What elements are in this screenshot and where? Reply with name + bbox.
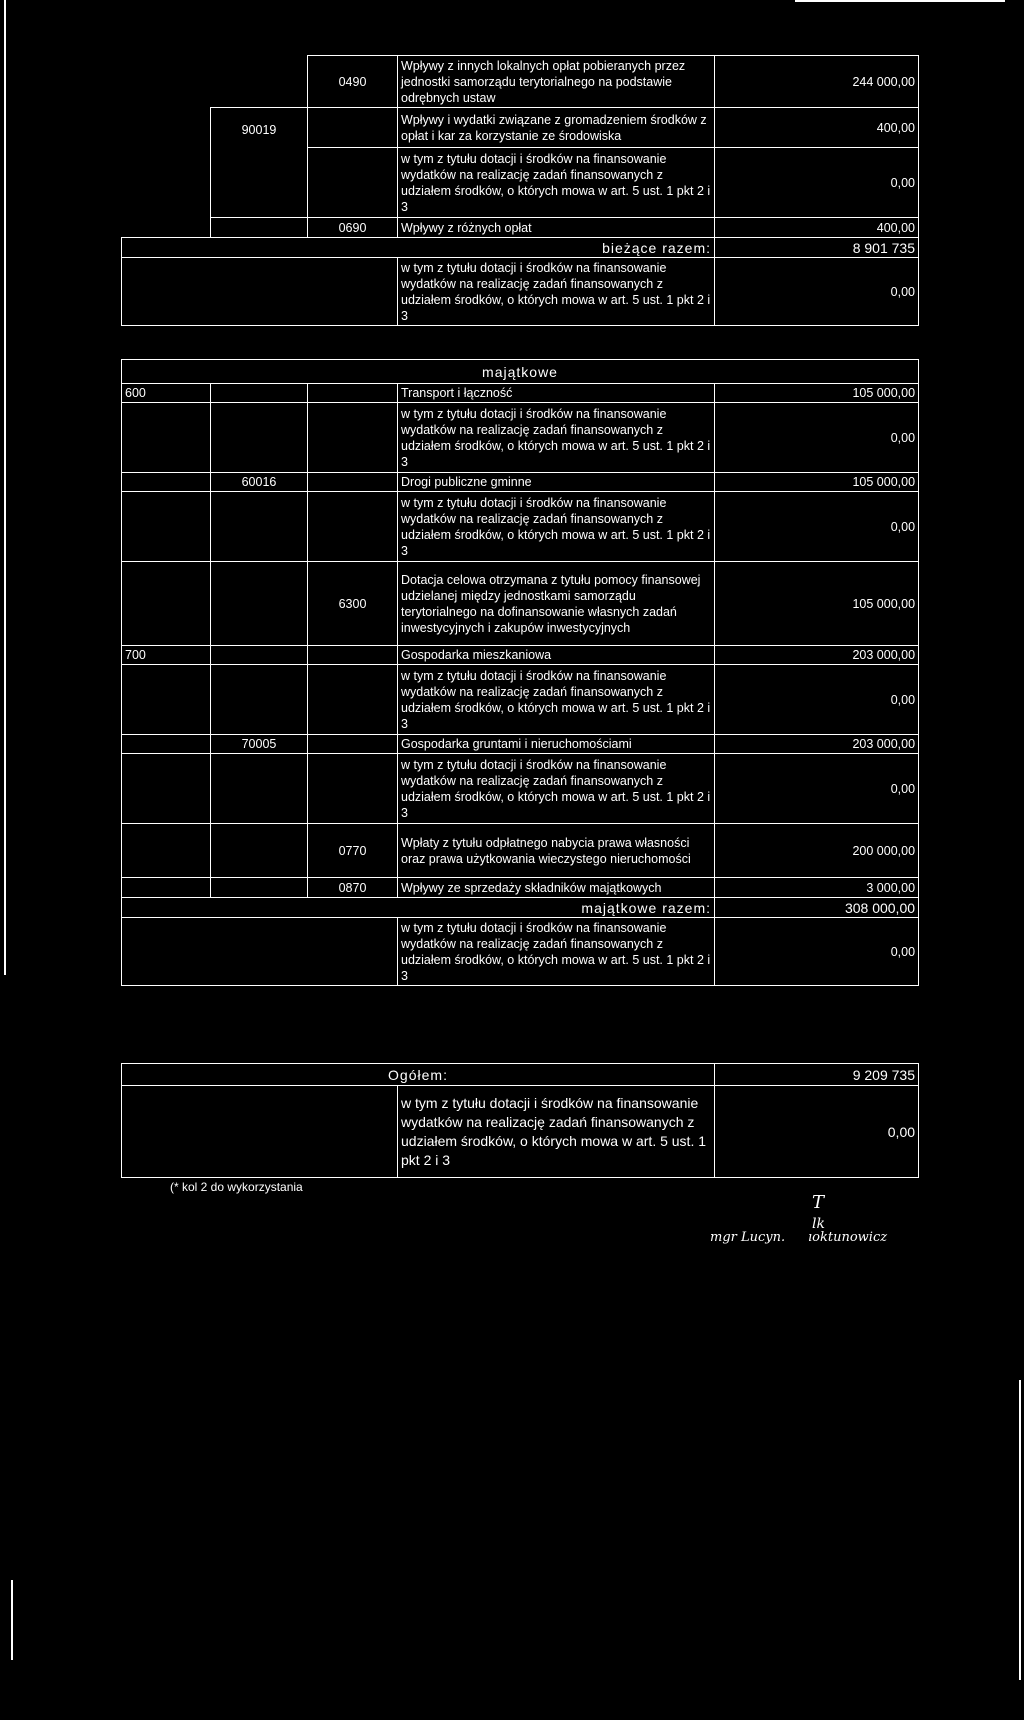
amount-cell: 3 000,00 [715, 878, 919, 898]
amount-cell: 0,00 [715, 1086, 919, 1178]
amount-cell: 200 000,00 [715, 824, 919, 878]
desc-cell: w tym z tytułu dotacji i środków na finansowanie wydatków na realizację zadań finansowanych z udziałem środków, o których mowa w art. 5 ust. 1 pkt 2 i 3 [398, 754, 715, 824]
code-cell: 700 [122, 646, 211, 665]
desc-cell: Wpływy i wydatki związane z gromadzeniem środków z opłat i kar za korzystanie ze środowiska [398, 108, 715, 148]
desc-cell: w tym z tytułu dotacji i środków na finansowanie wydatków na realizację zadań finansowanych z udziałem środków, o których mowa w art. 5 ust. 1 pkt 2 i 3 [398, 1086, 715, 1178]
amount-cell: 203 000,00 [715, 646, 919, 665]
desc-cell: w tym z tytułu dotacji i środków na finansowanie wydatków na realizację zadań finansowanych z udziałem środków, o których mowa w art. 5 ust. 1 pkt 2 i 3 [398, 258, 715, 326]
signatory-name-left: mgr Lucyn. [710, 1230, 786, 1245]
overall-label: Ogółem: [122, 1064, 715, 1086]
desc-cell: w tym z tytułu dotacji i środków na finansowanie wydatków na realizację zadań finansowanych z udziałem środków, o których mowa w art. 5 ust. 1 pkt 2 i 3 [398, 148, 715, 218]
desc-cell: w tym z tytułu dotacji i środków na finansowanie wydatków na realizację zadań finansowanych z udziałem środków, o których mowa w art. 5 ust. 1 pkt 2 i 3 [398, 492, 715, 562]
table-row [122, 403, 919, 473]
signature-mark: T [812, 1192, 825, 1213]
amount-cell: 0,00 [715, 665, 919, 735]
desc-cell: Wpływy ze sprzedaży składników majątkowych [398, 878, 715, 898]
amount-cell: 0,00 [715, 492, 919, 562]
table-row [122, 1064, 919, 1086]
code-cell: 0770 [308, 824, 398, 878]
amount-cell: 105 000,00 [715, 562, 919, 646]
code-cell: 600 [122, 384, 211, 403]
amount-cell: 203 000,00 [715, 735, 919, 754]
subtotal-label: majątkowe razem: [122, 898, 715, 918]
desc-cell: Wpływy z innych lokalnych opłat pobieranych przez jednostki samorządu terytorialnego na podstawie odrębnych ustaw [398, 56, 715, 108]
scan-edge-left [4, 0, 6, 975]
current-revenue-table [121, 55, 919, 326]
table-row [122, 646, 919, 665]
table-row [122, 898, 919, 918]
table-row [122, 918, 919, 986]
desc-cell: Drogi publiczne gminne [398, 473, 715, 492]
scan-edge-left-bottom [11, 1580, 13, 1660]
table-row [122, 218, 919, 238]
desc-cell: Wpływy z różnych opłat [398, 218, 715, 238]
table-row [122, 238, 919, 258]
code-cell: 6300 [308, 562, 398, 646]
code-cell: 0490 [308, 56, 398, 108]
overall-amount: 9 209 735 [715, 1064, 919, 1086]
table-row [122, 824, 919, 878]
subtotal-amount: 308 000,00 [715, 898, 919, 918]
desc-cell: w tym z tytułu dotacji i środków na finansowanie wydatków na realizację zadań finansowanych z udziałem środków, o których mowa w art. 5 ust. 1 pkt 2 i 3 [398, 403, 715, 473]
table-row [122, 56, 919, 108]
table-row [122, 492, 919, 562]
desc-cell: w tym z tytułu dotacji i środków na finansowanie wydatków na realizację zadań finansowanych z udziałem środków, o których mowa w art. 5 ust. 1 pkt 2 i 3 [398, 918, 715, 986]
amount-cell: 400,00 [715, 218, 919, 238]
table-row [122, 258, 919, 326]
desc-cell: Gospodarka mieszkaniowa [398, 646, 715, 665]
desc-cell: Transport i łączność [398, 384, 715, 403]
amount-cell: 0,00 [715, 918, 919, 986]
table-row [122, 108, 919, 148]
amount-cell: 105 000,00 [715, 473, 919, 492]
table-row [122, 562, 919, 646]
amount-cell: 0,00 [715, 258, 919, 326]
overall-total-table [121, 1063, 919, 1178]
amount-cell: 0,00 [715, 403, 919, 473]
footnote: (* kol 2 do wykorzystania [170, 1180, 303, 1194]
amount-cell: 0,00 [715, 148, 919, 218]
desc-cell: w tym z tytułu dotacji i środków na finansowanie wydatków na realizację zadań finansowanych z udziałem środków, o których mowa w art. 5 ust. 1 pkt 2 i 3 [398, 665, 715, 735]
code-cell: 70005 [211, 735, 308, 754]
subtotal-label: bieżące razem: [122, 238, 715, 258]
signatory-name-right: ıoktunowicz [808, 1230, 888, 1245]
table-row [122, 473, 919, 492]
amount-cell: 244 000,00 [715, 56, 919, 108]
table-row [122, 1086, 919, 1178]
amount-cell: 0,00 [715, 754, 919, 824]
code-cell: 60016 [211, 473, 308, 492]
table-row [122, 878, 919, 898]
table-row [122, 384, 919, 403]
section-header: majątkowe [122, 360, 919, 384]
signature-scribble: lk [812, 1216, 825, 1232]
code-cell: 90019 [211, 108, 308, 218]
desc-cell: Dotacja celowa otrzymana z tytułu pomocy finansowej udzielanej między jednostkami samorządu terytorialnego na dofinansowanie własnych zadań inwestycyjnych i zakupów inwestycyjnych [398, 562, 715, 646]
desc-cell: Wpłaty z tytułu odpłatnego nabycia prawa własności oraz prawa użytkowania wieczystego nieruchomości [398, 824, 715, 878]
scan-edge-right [1019, 1380, 1021, 1680]
scan-edge-top [795, 0, 1005, 2]
table-row [122, 735, 919, 754]
table-row [122, 360, 919, 384]
amount-cell: 105 000,00 [715, 384, 919, 403]
code-cell: 0690 [308, 218, 398, 238]
property-revenue-table [121, 359, 919, 986]
table-row [122, 754, 919, 824]
desc-cell: Gospodarka gruntami i nieruchomościami [398, 735, 715, 754]
subtotal-amount: 8 901 735 [715, 238, 919, 258]
amount-cell: 400,00 [715, 108, 919, 148]
table-row [122, 665, 919, 735]
code-cell: 0870 [308, 878, 398, 898]
